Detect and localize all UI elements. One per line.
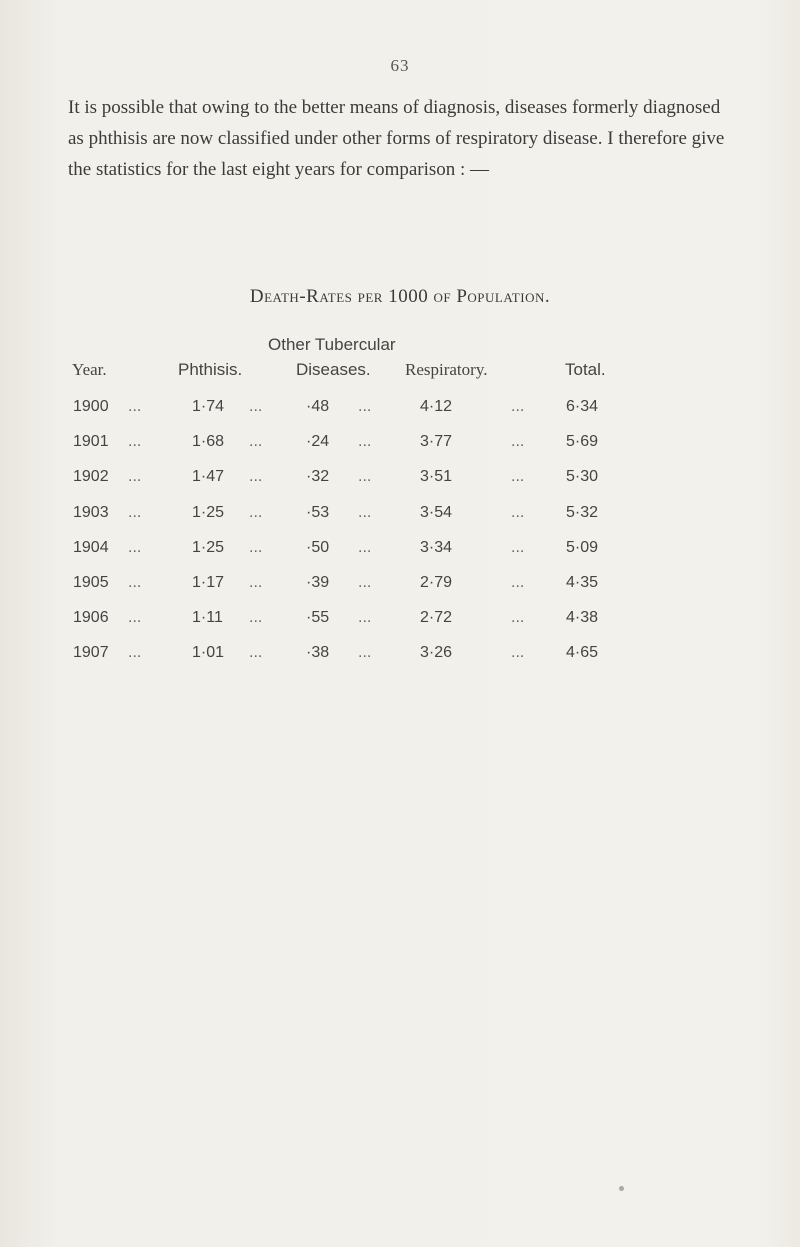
leader-dots: ... (128, 573, 142, 591)
cell-diseases: ·39 (306, 573, 330, 591)
cell-respiratory: 2·72 (420, 609, 453, 627)
table-body (0, 398, 800, 680)
table-row (0, 644, 800, 679)
cell-year: 1907 (73, 644, 109, 662)
cell-diseases: ·38 (306, 644, 330, 662)
table-title (0, 286, 800, 308)
cell-total: 5·09 (566, 538, 599, 556)
cell-respiratory: 3·34 (420, 538, 453, 556)
cell-year: 1904 (73, 538, 109, 556)
cell-phthisis: 1·74 (192, 398, 225, 415)
leader-dots: ... (128, 398, 142, 415)
cell-respiratory: 3·54 (420, 503, 453, 521)
header-respiratory: Respiratory. (405, 360, 488, 379)
cell-phthisis: 1·47 (192, 468, 225, 486)
table-row (0, 504, 800, 539)
cell-phthisis: 1·17 (192, 573, 225, 591)
cell-year: 1901 (73, 433, 109, 451)
leader-dots: ... (249, 433, 263, 451)
leader-dots: ... (249, 644, 263, 662)
table-title-number: 1000 (388, 286, 429, 307)
table-row (0, 539, 800, 574)
header-diseases: Diseases. (296, 360, 371, 379)
cell-phthisis: 1·68 (192, 433, 225, 451)
leader-dots: ... (249, 468, 263, 486)
intro-paragraph (68, 92, 734, 185)
leader-dots: ... (358, 644, 372, 662)
leader-dots: ... (358, 468, 372, 486)
cell-diseases: ·55 (306, 609, 330, 627)
cell-total: 5·32 (566, 503, 599, 521)
leader-dots: ... (358, 503, 372, 521)
leader-dots: ... (511, 433, 525, 451)
cell-phthisis: 1·25 (192, 538, 225, 556)
cell-year: 1906 (73, 609, 109, 627)
cell-total: 4·65 (566, 644, 599, 662)
leader-dots: ... (358, 433, 372, 451)
leader-dots: ... (511, 644, 525, 662)
ink-speck (619, 1186, 624, 1191)
cell-respiratory: 3·77 (420, 433, 453, 451)
table-header-row (0, 360, 800, 384)
cell-diseases: ·50 (306, 538, 330, 556)
cell-total: 4·35 (566, 573, 599, 591)
cell-respiratory: 3·26 (420, 644, 453, 662)
leader-dots: ... (128, 468, 142, 486)
leader-dots: ... (358, 398, 372, 415)
leader-dots: ... (511, 503, 525, 521)
leader-dots: ... (249, 503, 263, 521)
cell-respiratory: 4·12 (420, 398, 453, 415)
leader-dots: ... (358, 538, 372, 556)
table-row (0, 574, 800, 609)
header-year: Year. (72, 360, 107, 379)
leader-dots: ... (358, 573, 372, 591)
leader-dots: ... (128, 644, 142, 662)
leader-dots: ... (511, 398, 525, 415)
leader-dots: ... (249, 573, 263, 591)
cell-diseases: ·53 (306, 503, 330, 521)
cell-total: 6·34 (566, 398, 599, 415)
table-row (0, 398, 800, 433)
leader-dots: ... (511, 609, 525, 627)
leader-dots: ... (128, 538, 142, 556)
cell-phthisis: 1·25 (192, 503, 225, 521)
leader-dots: ... (358, 609, 372, 627)
cell-diseases: ·32 (306, 468, 330, 486)
leader-dots: ... (511, 538, 525, 556)
leader-dots: ... (511, 573, 525, 591)
header-other-tubercular: Other Tubercular (268, 335, 396, 354)
intro-text: It is possible that owing to the better means of diagnosis, diseases formerly diagnosed as phthisis are now classified under other forms of respiratory disease. I therefore give the statistics for the last eight years for comparison : — (68, 97, 725, 180)
cell-phthisis: 1·01 (192, 644, 225, 662)
leader-dots: ... (249, 398, 263, 415)
table-title-post: of Population. (428, 286, 551, 307)
leader-dots: ... (128, 609, 142, 627)
cell-respiratory: 3·51 (420, 468, 453, 486)
header-phthisis: Phthisis. (178, 360, 243, 379)
cell-total: 5·30 (566, 468, 599, 486)
leader-dots: ... (249, 609, 263, 627)
leader-dots: ... (128, 433, 142, 451)
table-row (0, 433, 800, 468)
cell-respiratory: 2·79 (420, 573, 453, 591)
cell-year: 1900 (73, 398, 109, 415)
header-total: Total. (565, 360, 606, 379)
table-row (0, 609, 800, 644)
cell-total: 4·38 (566, 609, 599, 627)
leader-dots: ... (249, 538, 263, 556)
cell-year: 1905 (73, 573, 109, 591)
cell-phthisis: 1·11 (192, 609, 223, 627)
table-row (0, 468, 800, 503)
table-title-pre: Death-Rates per (249, 286, 389, 307)
page-number: 63 (390, 56, 410, 75)
leader-dots: ... (128, 503, 142, 521)
cell-diseases: ·48 (306, 398, 330, 415)
cell-diseases: ·24 (306, 433, 330, 451)
cell-year: 1902 (73, 468, 109, 486)
cell-total: 5·69 (566, 433, 599, 451)
leader-dots: ... (511, 468, 525, 486)
cell-year: 1903 (73, 503, 109, 521)
